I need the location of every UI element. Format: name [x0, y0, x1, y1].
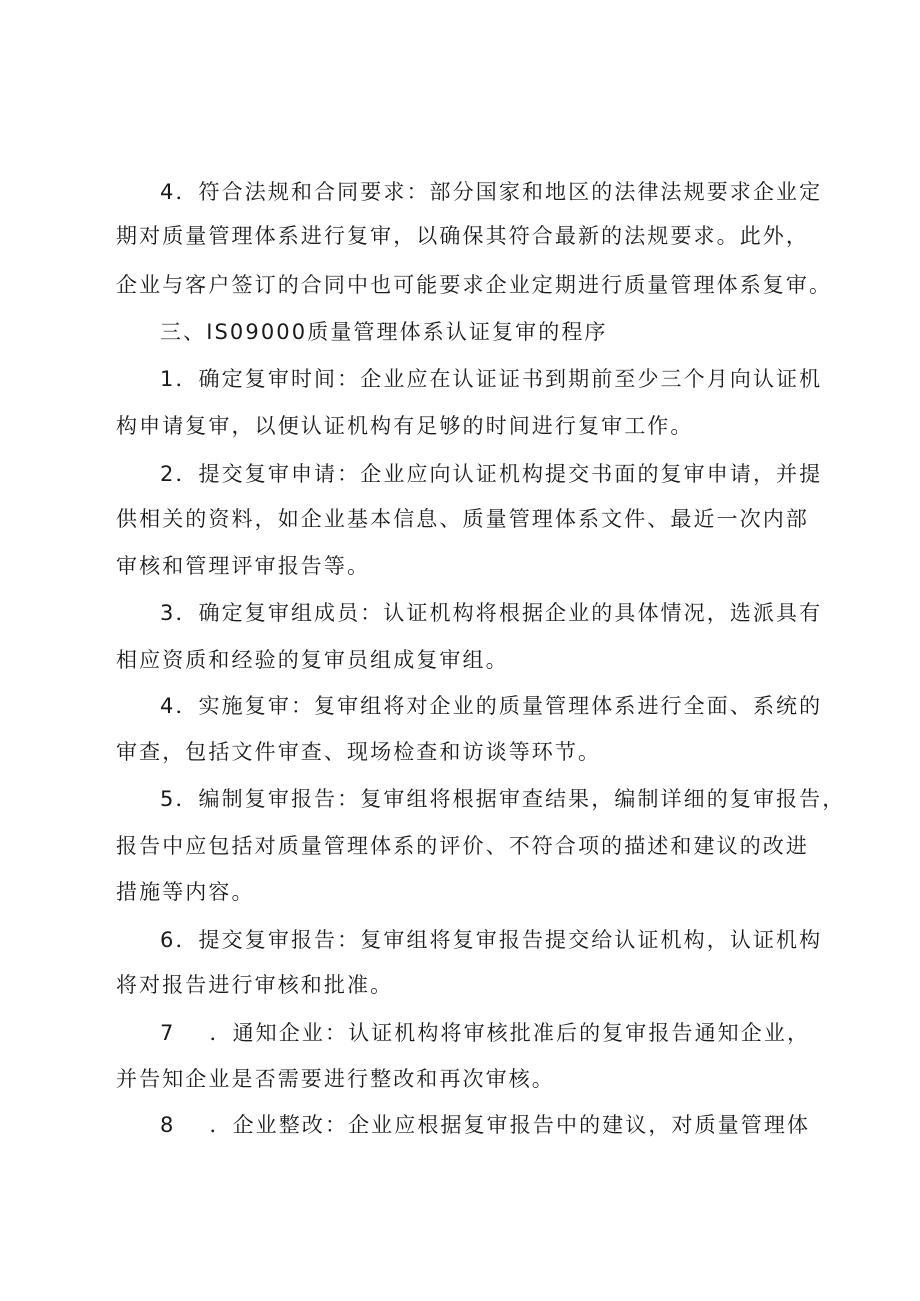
item-number: 8 — [160, 1113, 176, 1137]
text-line: 措施等内容。 — [116, 880, 255, 904]
text-line: ．通知企业：认证机构将审核批准后的复审报告通知企业， — [209, 1021, 811, 1045]
text-line: 1．确定复审时间：企业应在认证证书到期前至少三个月向认证机 — [160, 367, 823, 391]
section-heading: 三、IS09000质量管理体系认证复审的程序 — [160, 320, 608, 344]
text-line: 企业与客户签订的合同中也可能要求企业定期进行质量管理体系复审。 — [116, 273, 833, 297]
text-line: 5．编制复审报告：复审组将根据审查结果，编制详细的复审报告， — [160, 787, 846, 811]
text-line: 6．提交复审报告：复审组将复审报告提交给认证机构，认证机构 — [160, 928, 823, 952]
text-line: 审查，包括文件审查、现场检查和访谈等环节。 — [116, 740, 602, 764]
item-number: 7 — [160, 1021, 176, 1045]
text-line: ．企业整改：企业应根据复审报告中的建议，对质量管理体 — [209, 1113, 811, 1137]
text-line: 相应资质和经验的复审员组成复审组。 — [116, 648, 509, 672]
numbered-item-line — [160, 1110, 836, 1140]
text-line: 期对质量管理体系进行复审，以确保其符合最新的法规要求。此外， — [116, 224, 809, 248]
text-line: 3．确定复审组成员：认证机构将根据企业的具体情况，选派具有 — [160, 601, 823, 625]
text-line: 供相关的资料，如企业基本信息、质量管理体系文件、最近一次内部 — [116, 507, 809, 531]
text-line: 审核和管理评审报告等。 — [116, 554, 371, 578]
text-line: 并告知企业是否需要进行整改和再次审核。 — [116, 1067, 555, 1091]
text-line: 4．实施复审：复审组将对企业的质量管理体系进行全面、系统的 — [160, 694, 823, 718]
text-line: 报告中应包括对质量管理体系的评价、不符合项的描述和建议的改进 — [116, 834, 809, 858]
text-line: 2．提交复审申请：企业应向认证机构提交书面的复审申请，并提 — [160, 462, 823, 486]
text-line: 构申请复审，以便认证机构有足够的时间进行复审工作。 — [116, 414, 694, 438]
text-line: 4．符合法规和合同要求：部分国家和地区的法律法规要求企业定 — [160, 180, 823, 204]
text-line: 将对报告进行审核和批准。 — [116, 973, 394, 997]
numbered-item-line — [160, 1018, 836, 1048]
